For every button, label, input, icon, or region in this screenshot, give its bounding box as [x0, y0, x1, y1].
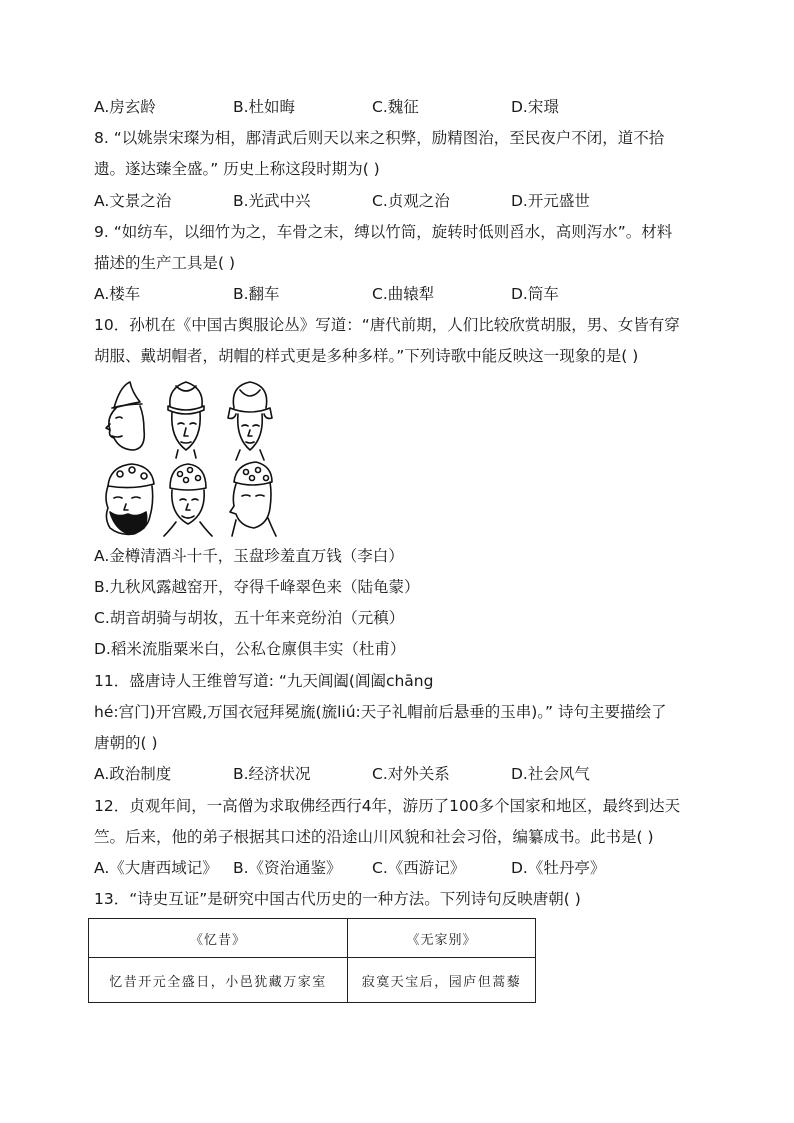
- poem-line-wujiabie: 寂寞天宝后，园庐但蒿藜: [348, 958, 536, 1003]
- q10-option-c: C.胡音胡骑与胡妆，五十年来竞纷泊（元稹）: [94, 609, 405, 627]
- q11-stem-line-2: hé:宫门)开宫殿,万国衣冠拜冕旒(旒liú:天子礼帽前后悬垂的玉串)。” 诗句主要描绘了: [94, 703, 667, 721]
- poem-table-header-row: [89, 919, 536, 958]
- q10-option-a: A.金樽清酒斗十千，玉盘珍羞直万钱（李白）: [94, 547, 404, 565]
- q13-stem: 13．“诗史互证”是研究中国古代历史的一种方法。下列诗句反映唐朝( ): [94, 890, 581, 908]
- q11-option-a: A.政治制度: [94, 765, 172, 783]
- q7-option-c: C.魏征: [372, 98, 419, 116]
- q8-option-b: B.光武中兴: [233, 192, 311, 210]
- poem-title-yixi: 《忆昔》: [89, 919, 348, 958]
- q12-option-a: A.《大唐西域记》: [94, 859, 218, 877]
- q8-option-a: A.文景之治: [94, 192, 172, 210]
- q9-stem-line-2: 描述的生产工具是( ): [94, 254, 236, 272]
- q11-option-c: C.对外关系: [372, 765, 450, 783]
- poem-line-yixi: 忆昔开元全盛日，小邑犹藏万家室: [89, 958, 348, 1003]
- q10-option-d: D.稻米流脂粟米白，公私仓廪俱丰实（杜甫）: [94, 640, 406, 658]
- hu-hat-figure-3: [228, 382, 272, 460]
- q9-option-c: C.曲辕犁: [372, 285, 435, 303]
- poem-table-body-row: [89, 958, 536, 1003]
- q8-stem-line-2: 遗。遂达臻全盛。” 历史上称这段时期为( ): [94, 160, 380, 178]
- poem-title-wujiabie: 《无家别》: [348, 919, 536, 958]
- q9-option-b: B.翻车: [233, 285, 280, 303]
- q12-stem-line-2: 竺。后来，他的弟子根据其口述的沿途山川风貌和社会习俗，编纂成书。此书是( ): [94, 828, 654, 846]
- q7-option-d: D.宋璟: [511, 98, 559, 116]
- q9-stem-line-1: 9. “如纺车，以细竹为之，车骨之末，缚以竹筒，旋转时低则舀水，高则泻水”。材料: [94, 223, 673, 241]
- poem-table: [88, 918, 536, 1003]
- hu-beard-shape: [110, 512, 147, 533]
- q7-option-a: A.房玄龄: [94, 98, 156, 116]
- q8-stem-line-1: 8. “以姚崇宋璨为相，鄌清武后则天以来之积弊，励精图治，至民夜户不闭，道不拾: [94, 129, 665, 147]
- q12-option-b: B.《资治通鉴》: [233, 859, 342, 877]
- q10-option-b: B.九秋风露越窑开，夺得千峰翠色来（陆龟蒙）: [94, 578, 420, 596]
- q11-option-b: B.经济状况: [233, 765, 311, 783]
- q7-option-b: B.杜如晦: [233, 98, 296, 116]
- q11-stem-line-1: 11．盛唐诗人王维曾写道: “九天阊阖(阊阖chāng: [94, 672, 434, 690]
- q11-stem-line-3: 唐朝的( ): [94, 734, 158, 752]
- q9-option-a: A.楼车: [94, 285, 141, 303]
- hu-hat-figure-1: [106, 382, 144, 450]
- q10-stem-line-2: 胡服、戴胡帽者，胡帽的样式更是多种多样。”下列诗歌中能反映这一现象的是( ): [94, 347, 639, 365]
- q8-option-d: D.开元盛世: [511, 192, 590, 210]
- q12-stem-line-1: 12．贞观年间，一高僧为求取佛经西行4年，游历了100多个国家和地区，最终到达天: [94, 797, 681, 815]
- q12-option-c: C.《西游记》: [372, 859, 466, 877]
- hu-hats-illustration: [100, 378, 290, 538]
- hu-hat-figure-6: [230, 462, 276, 536]
- hu-hat-figure-2: [168, 382, 204, 458]
- hu-hat-figure-5: [164, 464, 212, 536]
- q9-option-d: D.筒车: [511, 285, 559, 303]
- q10-stem-line-1: 10．孙机在《中国古舆服论丛》写道：“唐代前期，人们比较欣赏胡服，男、女皆有穿: [94, 316, 680, 334]
- q11-option-d: D.社会风气: [511, 765, 590, 783]
- q12-option-d: D.《牡丹亭》: [511, 859, 606, 877]
- q8-option-c: C.贞观之治: [372, 192, 450, 210]
